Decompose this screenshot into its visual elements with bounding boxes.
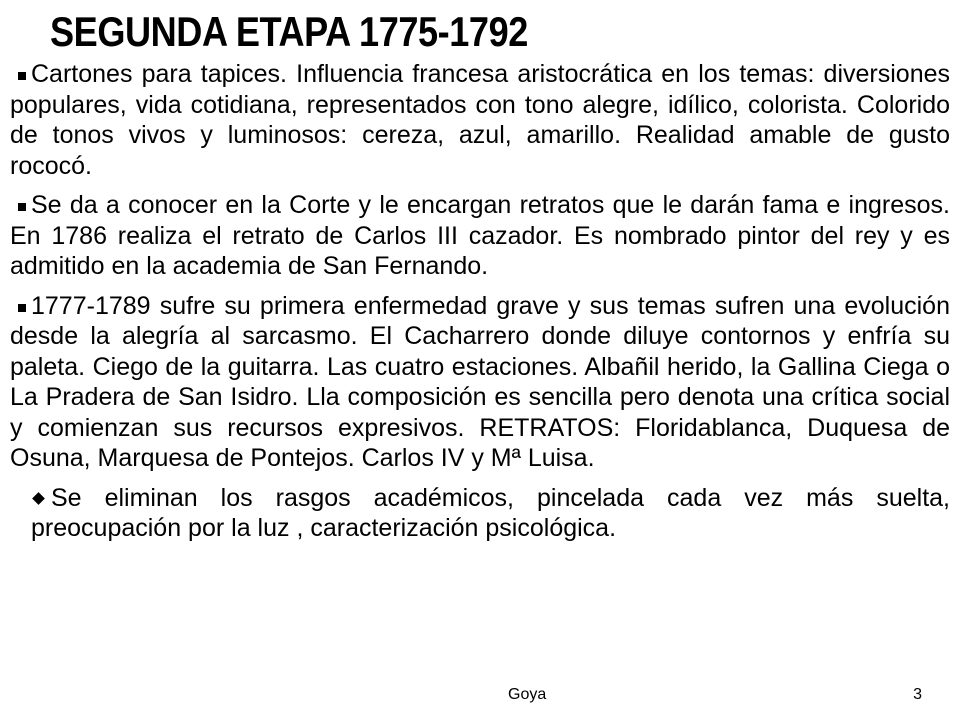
paragraph-text: Se da a conocer en la Corte y le encargan retratos que le darán fama e ingresos. En 1786 realiza el retrato de Carlos III cazador. Es nombrado pintor del rey y es admitido en la academia de San Fernando. [10,191,950,280]
bullet-paragraph-1 [10,59,950,181]
bullet-paragraph-3 [10,291,950,474]
square-bullet-icon [18,304,26,312]
footer-text: Goya [508,686,547,703]
square-bullet-icon [18,72,26,80]
page-number: 3 [913,686,922,703]
bullet-paragraph-2 [10,190,950,282]
slide-footer [0,682,960,712]
sub-bullet-paragraph [31,483,950,544]
slide-title: SEGUNDA ETAPA 1775-1792 [50,8,528,55]
paragraph-text: 1777-1789 sufre su primera enfermedad grave y sus temas sufren una evolución desde la alegría al sarcasmo. El Cacharrero donde diluye contornos y enfría su paleta. Ciego de la guitarra. Las cuatro estaciones. Albañil herido, la Gallina Ciega o La Pradera de San Isidro. Lla composición es sencilla pero denota una crítica social y comienzan sus recursos expresivos. RETRATOS: Floridablanca, Duquesa de Osuna, Marquesa de Pontejos. Carlos IV y Mª Luisa. [10,291,950,472]
paragraph-text: Se eliminan los rasgos académicos, pincelada cada vez más suelta, preocupación por la luz , caracterización psicológica. [31,483,950,542]
square-bullet-icon [18,203,26,211]
paragraph-text: Cartones para tapices. Influencia francesa aristocrática en los temas: diversiones populares, vida cotidiana, representados con tono alegre, idílico, colorista. Colorido de tonos vivos y luminosos: cereza, azul, amarillo. Realidad amable de gusto rococó. [10,60,950,180]
slide-body [10,59,950,553]
diamond-bullet-icon [32,492,45,505]
